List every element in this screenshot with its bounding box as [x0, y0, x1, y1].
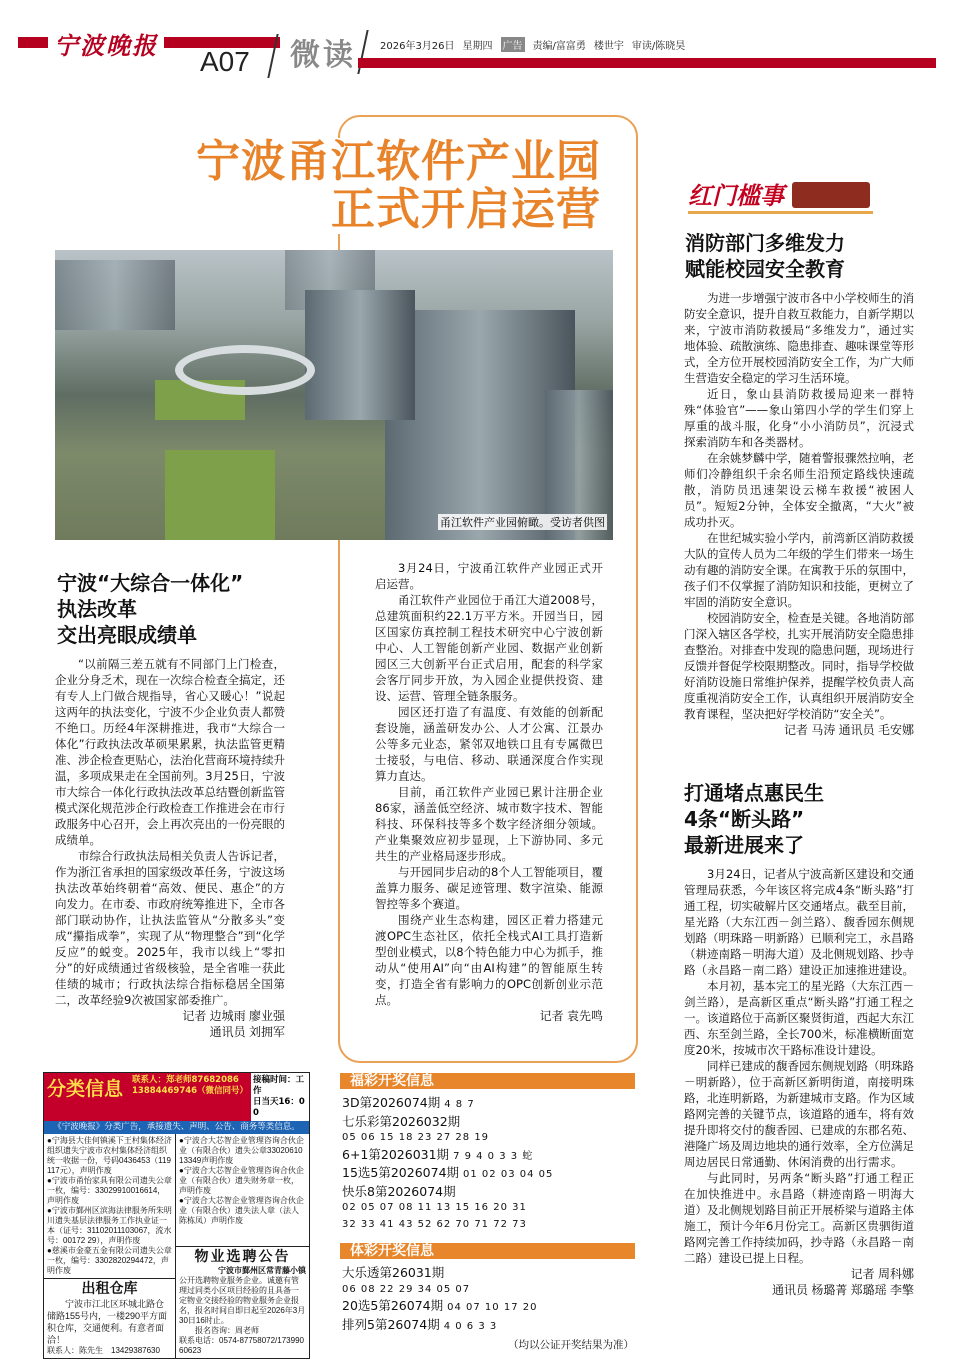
paragraph: 在余姚梦麟中学，随着警报骤然拉响，老师们冷静组织千余名师生沿预定路线快速疏散，消防员迅速架设云梯车救援“被困人员”。短短2分钟，全体安全撤离，“大火”被成功扑灭。 — [684, 451, 914, 529]
lottery-line — [342, 1165, 638, 1184]
notice-text: 公开选聘物业服务企业。诚邀有管理过同类小区项目经验的且具备一定物业交接经验的物业服务企业报名，报名时间自即日起至2026年3月30日16时止。 — [179, 1276, 306, 1325]
lottery-line — [342, 1298, 638, 1317]
column-logo-text: 红门槛事 — [688, 182, 784, 210]
draw-label: 快乐8第2026074期 — [342, 1183, 456, 1199]
paragraph: 市综合行政执法局相关负责人告诉记者，作为浙江省承担的国家级改革任务，宁波这场执法改革始终朝着“高效、便民、惠企”的方向发力。在市委、市政府统筹推进下，全市各部门联动协作，让执法监管从“分散多头”变成“攥指成拳”，实现了从“物理整合”到“化学反应”的蜕变。2025年，我市以线上“零扣分”的好成绩通过省级核验，是全省唯一获此佳绩的城市；行政执法综合指标稳居全国第二，改革经验9次被国家部委推广。 — [55, 849, 285, 1007]
welfare-lottery-header: 福彩开奖信息 — [340, 1073, 635, 1089]
feature-title — [188, 138, 601, 234]
draw-numbers: 4 8 7 — [444, 1099, 475, 1110]
hours-line: 接稿时间：工作 — [253, 1075, 305, 1096]
draw-numbers: 7 9 4 0 3 3 蛇 — [453, 1150, 534, 1162]
paragraph: 与开园同步启动的8个人工智能项目，覆盖算力服务、碳足迹管理、数字渲染、能源智控等多个赛道。 — [375, 865, 603, 911]
classified-left-items — [44, 1134, 175, 1278]
notice-phone: 联系电话：0574-87758072/17399060623 — [179, 1336, 304, 1355]
road-body — [684, 866, 914, 1298]
classified-item: ●宁波合大芯智企业管理咨询合伙企业（有限合伙）遗失法人章（法人陈栋凤）声明作废 — [179, 1196, 304, 1225]
byline: 记者 边城雨 廖业强 — [182, 1009, 285, 1023]
draw-label: 七乐彩第2026032期 — [342, 1113, 461, 1129]
headline-line: 交出亮眼成绩单 — [57, 623, 197, 647]
fire-headline — [685, 230, 845, 282]
sports-lottery-header: 体彩开奖信息 — [340, 1243, 635, 1259]
classified-item: ●宁波合大芯智企业管理咨询合伙企业（有限合伙）遗失财务章一枚，声明作废 — [179, 1166, 304, 1195]
classified-box — [43, 1072, 310, 1359]
welfare-results — [340, 1089, 638, 1233]
lottery-line — [342, 1147, 638, 1166]
newspaper-logo: 宁波晚报 — [48, 26, 164, 61]
draw-label: 6+1第2026031期 — [342, 1146, 450, 1162]
contact-line: 13884469746（微信同号） — [132, 1086, 249, 1096]
notice-consult: 报名咨询：周老师 — [195, 1326, 259, 1335]
warehouse-text: 宁波市江北区环城北路仓储路155号内，一楼290平方面积仓库，交通便利。有意者面洽！ — [47, 1299, 168, 1345]
headline-line: 最新进展来了 — [684, 833, 804, 857]
page-number: A07 — [200, 46, 250, 77]
paragraph: 校园消防安全，检查是关键。各地消防部门深入辖区各学校，扎实开展消防安全隐患排查整治。对排查中发现的隐患问题，现场进行反馈并督促学校限期整改。同时，指导学校做好消防设施日常维护保养，提醒学校负责人高度重视消防安全工作，认真组织开展消防安全教育课程，坚决把好学校消防“安全关”。 — [684, 611, 914, 721]
paragraph: 目前，甬江软件产业园已累计注册企业86家，涵盖低空经济、城市数字技术、智能科技、环保科技等多个数字经济细分领域。产业集聚效应初步显现，上下游协同、多元共生的产业格局逐步形成。 — [375, 785, 603, 863]
ad-tag: 广告 — [501, 37, 525, 52]
paragraph: 同样已建成的馥香园东侧规划路（明珠路－明新路），位于高新区新明街道，南接明珠路，北连明新路，为新建城市支路。作为区域路网完善的关键节点，该道路的通车，将有效提升即将交付的馥香园、已建成的东郡名苑、港隆广场及周边地块的通行效率，全方位满足周边居民日常通勤、休闲消费的出行需求。 — [684, 1059, 914, 1169]
classified-item: ●慈溪市金豪五金有限公司遗失公章一枚，编号：3302820294472，声明作废 — [47, 1246, 172, 1275]
classified-item: ●宁海县大佳何镇溪下王村集体经济组织遗失宁波市农村集体经济组织统一收据一份，号码0436453（119117元），声明作废 — [47, 1136, 172, 1175]
title-line: 正式开启运营 — [331, 184, 601, 235]
lottery-line: 02 05 07 08 11 13 15 16 20 31 — [342, 1202, 527, 1213]
paragraph: 近日，象山县消防救援局迎来一群特殊“体验官”——象山第四小学的学生们穿上厚重的战斗服，化身“小小消防员”，沉浸式探索消防车和各类器材。 — [684, 387, 914, 449]
road-headline — [684, 780, 824, 858]
title-line: 宁波甬江软件产业园 — [196, 136, 601, 187]
photo-caption: 甬江软件产业园俯瞰。受访者供图 — [440, 516, 605, 529]
paragraph: 为进一步增强宁波市各中小学校师生的消防安全意识，提升自救互救能力，自新学期以来，宁波市消防救援局“多维发力”，通过实地体验、疏散演练、隐患排查、趣味课堂等形式，全方位开展校园消防安全工作，为广大师生营造安全稳定的学习生活环境。 — [684, 291, 914, 385]
notice-title: 物业选聘公告 — [194, 1249, 291, 1265]
weekday: 星期四 — [462, 41, 493, 52]
designer: 楼世宇 — [593, 41, 624, 52]
lottery-line — [342, 1095, 638, 1114]
lottery-line — [342, 1184, 638, 1201]
lottery-line — [342, 1265, 638, 1282]
notice-org: 宁波市鄞州区常青藤小镇 — [218, 1266, 306, 1275]
contact-line: 联系人：郑老师87682086 — [132, 1075, 239, 1085]
classified-right-items — [176, 1134, 309, 1228]
draw-label: 大乐透第26031期 — [342, 1265, 445, 1280]
draw-numbers: 04 07 10 17 20 — [447, 1302, 538, 1313]
paragraph: 围绕产业生态构建，园区正着力搭建元渡OPC生态社区，依托全栈式AI工具打造新型创业模式，以8个特色能力中心为抓手，推动从“使用AI”向“由AI构建”的智能原生转变，打造全省有影响力的OPC创新创业示范点。 — [375, 913, 603, 1007]
paragraph: 园区还打造了有温度、有效能的创新配套设施，涵盖研发办公、人才公寓、江景办公等多元业态，紧邻双地铁口且有专属微巴士接驳，与电信、移动、联通深度合作实现算力直达。 — [375, 705, 603, 783]
draw-label: 15选5第2026074期 — [342, 1165, 460, 1180]
byline: 记者 马涛 通讯员 毛安娜 — [783, 723, 914, 737]
feature-body — [375, 560, 603, 1024]
byline: 记者 周科娜 — [850, 1267, 914, 1281]
masthead-bar-right — [358, 58, 936, 68]
byline: 通讯员 刘拥军 — [209, 1025, 285, 1039]
classified-item: ●宁波市鄞州区滨海法律服务所朱明川遗失基层法律服务工作执业证一本（证号：31102011103067，流水号：00172 29），声明作废 — [47, 1206, 172, 1245]
draw-numbers: 4 0 6 3 3 — [443, 1320, 498, 1332]
masthead-meta — [380, 37, 685, 52]
date: 2026年3月26日 — [380, 41, 455, 52]
warehouse-contact: 联系人：陈先生 13429387630 — [47, 1346, 160, 1355]
fire-truck-icon — [792, 182, 870, 208]
hours-line: 日当天16：00 — [253, 1097, 305, 1118]
headline-line: 打通堵点惠民生 — [684, 781, 824, 805]
draw-numbers: 01 02 03 04 05 — [463, 1169, 554, 1180]
proofreader: 审读/陈晓昊 — [631, 41, 686, 52]
lottery-box — [340, 1073, 638, 1352]
paragraph: 与此同时，另两条“断头路”打通工程正在加快推进中。永昌路（耕迹南路－明海大道）及北侧规划路目前正开展桥梁与道路主体施工，预计今年6月份完工。高新区贵驷街道路网完善工作持续加码，抄寺路（永昌路－南二路）建设已提上日程。 — [684, 1171, 914, 1265]
headline-line: 执法改革 — [57, 597, 137, 621]
warehouse-ad — [44, 1278, 175, 1358]
classified-item: ●宁波合大芯智企业管理咨询合伙企业（有限合伙）遗失公章3302061013349声明作废 — [179, 1136, 304, 1165]
paragraph: 在世纪城实验小学内，前湾新区消防救援大队的宣传人员为二年级的学生们带来一场生动有趣的消防安全课。在寓教于乐的氛围中，孩子们不仅掌握了消防知识和技能，更树立了牢固的消防安全意识。 — [684, 531, 914, 609]
paragraph: 3月24日，宁波甬江软件产业园正式开启运营。 — [375, 561, 603, 591]
left-body — [55, 656, 285, 1040]
lottery-line: 05 06 15 18 23 27 28 19 — [342, 1132, 490, 1143]
paragraph: 3月24日，记者从宁波高新区建设和交通管理局获悉，今年该区将完成4条“断头路”打通工程，切实破解片区交通堵点。截至目前，星光路（大东江西－剑兰路）、馥香园东侧规划路（明珠路－明新路）已顺利完工，永昌路（耕迹南路－明海大道）及北侧规划路、抄寺路（永昌路－南二路）建设正加速推进建设。 — [684, 867, 914, 977]
classified-hours — [251, 1073, 309, 1121]
byline: 通讯员 杨璐菁 郑璐瑶 李擎 — [771, 1283, 914, 1297]
draw-label: 20选5第26074期 — [342, 1298, 444, 1313]
lottery-line: 06 08 22 29 34 05 07 — [342, 1283, 471, 1295]
lottery-note: （均以公证开奖结果为准） — [508, 1339, 634, 1351]
editor: 责编/富富勇 — [532, 41, 586, 52]
headline-line: 宁波“大综合一体化” — [57, 571, 244, 595]
fire-body — [684, 290, 914, 738]
classified-subtitle: 《宁波晚报》分类广告，承接遗失、声明、公告、商务等类信息。 — [44, 1121, 309, 1134]
sports-results — [340, 1259, 638, 1335]
logo-underline — [688, 211, 873, 214]
draw-label: 3D第2026074期 — [342, 1095, 441, 1110]
paragraph: 甬江软件产业园位于甬江大道2008号，总建筑面积约22.1万平方米。开园当日，园区国家仿真控制工程技术研究中心宁波创新中心、人工智能创新产业园、数据产业创新园区三大创新平台正式启用，配套的科学家会客厅同步开放，为入园企业提供投资、建设、运营、管理全链条服务。 — [375, 593, 603, 703]
left-headline — [57, 570, 243, 648]
headline-line: 赋能校园安全教育 — [685, 257, 845, 281]
byline: 记者 袁先鸣 — [539, 1009, 603, 1023]
classified-contact — [130, 1073, 251, 1121]
classified-item: ●宁波市甬怡家具有限公司遗失公章一枚，编号：33029910016614，声明作废 — [47, 1176, 172, 1205]
feature-photo — [55, 250, 613, 540]
property-notice — [176, 1246, 309, 1358]
paragraph: “以前隔三差五就有不同部门上门检查，企业分身乏术，现在一次综合检查全搞定，还有专人上门做合规指导，省心又暖心！”说起这两年的执法变化，宁波不少企业负责人都赞不绝口。历经4年深耕推进，我市“大综合一体化”行政执法改革硕果累累，执法监管更精准、涉企检查更贴心，法治化营商环境持续升温，多项成果走在全国前列。3月25日，宁波市大综合一体化行政执法改革总结暨创新监管模式深化规范涉企行政检查工作推进会在市行政服务中心召开，会上再次亮出的一份亮眼的成绩单。 — [55, 657, 285, 847]
column-logo — [688, 176, 873, 214]
classified-header — [44, 1073, 309, 1121]
warehouse-title: 出租仓库 — [81, 1281, 138, 1297]
classified-title: 分类信息 — [47, 1078, 124, 1100]
lottery-line: 32 33 41 43 52 62 70 71 72 73 — [342, 1218, 527, 1230]
section-name: 微读 — [290, 38, 356, 73]
paragraph: 本月初，基本完工的星光路（大东江西－剑兰路），是高新区重点“断头路”打通工程之一。该道路位于高新区聚贤街道，西起大东江西、东至剑兰路，全长700米，标准横断面宽度20米，按城市次干路标准设计建设。 — [684, 979, 914, 1057]
headline-line: 消防部门多维发力 — [685, 231, 845, 255]
lottery-line — [342, 1114, 638, 1131]
lottery-line — [342, 1317, 638, 1336]
draw-label: 排列5第26074期 — [342, 1316, 440, 1332]
headline-line: 4条“断头路” — [684, 807, 805, 831]
